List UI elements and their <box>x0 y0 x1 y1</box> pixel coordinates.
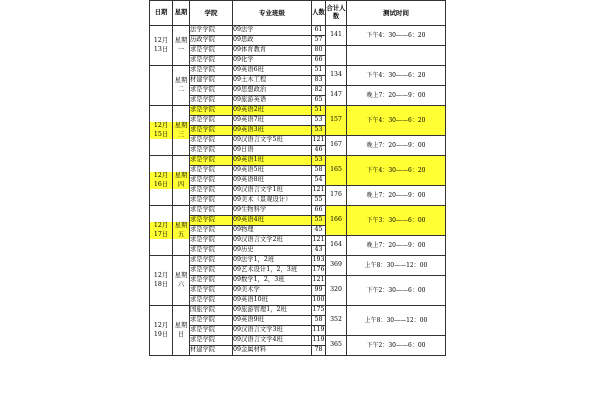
college-cell: 国旅学院 <box>190 306 233 316</box>
date-cell-text: 12月13日 <box>153 37 169 53</box>
count-cell: 43 <box>312 246 326 256</box>
count-cell: 99 <box>312 286 326 296</box>
weekday-cell <box>173 206 190 256</box>
table-row <box>150 156 446 166</box>
weekday-cell-text: 星期日 <box>174 322 188 338</box>
count-cell: 51 <box>312 66 326 76</box>
college-cell: 求是学院 <box>190 236 233 246</box>
class-cell: 09英语6班 <box>233 66 312 76</box>
date-cell-text: 12月19日 <box>153 322 169 338</box>
college-cell: 求是学院 <box>190 286 233 296</box>
count-cell: 100 <box>312 296 326 306</box>
class-cell: 09汉语言文学3班 <box>233 326 312 336</box>
class-cell: 09生物科学 <box>233 206 312 216</box>
total-cell: 320 <box>326 276 347 306</box>
class-cell: 09土木工程 <box>233 76 312 86</box>
college-cell: 求是学院 <box>190 216 233 226</box>
count-cell: 66 <box>312 56 326 66</box>
college-cell: 求是学院 <box>190 296 233 306</box>
total-cell: 164 <box>326 236 347 256</box>
class-cell: 09旅游管理1，2班 <box>233 306 312 316</box>
total-cell: 167 <box>326 136 347 156</box>
class-cell: 09英语8班 <box>233 176 312 186</box>
class-cell: 09数学1，2，3班 <box>233 276 312 286</box>
count-cell: 176 <box>312 266 326 276</box>
weekday-cell <box>173 256 190 306</box>
college-cell: 求是学院 <box>190 166 233 176</box>
date-cell-text: 12月18日 <box>153 272 169 288</box>
total-cell: 176 <box>326 186 347 206</box>
table-row <box>150 136 446 146</box>
header-time: 测试时间 <box>347 1 446 26</box>
college-cell: 求是学院 <box>190 196 233 206</box>
count-cell: 45 <box>312 226 326 236</box>
count-cell: 119 <box>312 336 326 346</box>
count-cell: 119 <box>312 326 326 336</box>
time-cell: 晚上7：20——9：00 <box>347 86 446 106</box>
weekday-cell-text: 星期二 <box>174 77 188 93</box>
college-cell: 求是学院 <box>190 186 233 196</box>
college-cell: 历政学院 <box>190 36 233 46</box>
college-cell: 求是学院 <box>190 256 233 266</box>
time-cell: 下午4：30——6：20 <box>347 106 446 136</box>
class-cell: 09汉语言文学1班 <box>233 186 312 196</box>
class-cell: 09英语7班 <box>233 116 312 126</box>
college-cell: 求是学院 <box>190 136 233 146</box>
count-cell: 78 <box>312 346 326 356</box>
college-cell: 求是学院 <box>190 206 233 216</box>
total-cell: 157 <box>326 106 347 136</box>
college-cell: 求是学院 <box>190 66 233 76</box>
total-cell <box>326 46 347 66</box>
college-cell: 求是学院 <box>190 176 233 186</box>
class-cell: 09历史 <box>233 246 312 256</box>
college-cell: 求是学院 <box>190 96 233 106</box>
time-cell: 上午8：30——12：00 <box>347 256 446 276</box>
college-cell: 求是学院 <box>190 226 233 236</box>
total-cell: 134 <box>326 66 347 86</box>
college-cell: 求是学院 <box>190 106 233 116</box>
time-cell: 晚上7：20——9：00 <box>347 236 446 256</box>
total-cell: 165 <box>326 156 347 186</box>
college-cell: 法学学院 <box>190 26 233 36</box>
count-cell: 82 <box>312 86 326 96</box>
table-row <box>150 236 446 246</box>
class-cell: 09旅游英语 <box>233 96 312 106</box>
college-cell: 求是学院 <box>190 316 233 326</box>
table-row <box>150 186 446 196</box>
weekday-cell-text: 星期四 <box>174 172 188 188</box>
class-cell: 09思政 <box>233 36 312 46</box>
date-cell <box>150 206 173 256</box>
table-row <box>150 336 446 346</box>
weekday-cell-text: 星期六 <box>174 272 188 288</box>
college-cell: 求是学院 <box>190 156 233 166</box>
date-cell <box>150 256 173 306</box>
header-row <box>150 1 446 26</box>
time-cell <box>347 46 446 66</box>
time-cell: 下午3：30——6：00 <box>347 206 446 236</box>
college-cell: 求是学院 <box>190 56 233 66</box>
class-cell: 09英语1班 <box>233 156 312 166</box>
count-cell: 83 <box>312 76 326 86</box>
count-cell: 53 <box>312 156 326 166</box>
date-cell-text: 12月15日 <box>150 122 172 139</box>
table-row <box>150 106 446 116</box>
weekday-cell-text: 星期一 <box>174 37 188 53</box>
weekday-cell <box>173 156 190 206</box>
time-cell: 下午4：30——6：20 <box>347 156 446 186</box>
college-cell: 求是学院 <box>190 276 233 286</box>
class-cell: 09汉语言文学5班 <box>233 136 312 146</box>
class-cell: 09思想政治 <box>233 86 312 96</box>
weekday-cell <box>173 26 190 66</box>
total-cell: 352 <box>326 306 347 336</box>
time-cell: 下午2：30——6：00 <box>347 336 446 356</box>
weekday-cell <box>173 66 190 106</box>
college-cell: 求是学院 <box>190 326 233 336</box>
date-cell <box>150 156 173 206</box>
college-cell: 求是学院 <box>190 116 233 126</box>
time-cell: 下午2：30——6：00 <box>347 276 446 306</box>
class-cell: 09化学 <box>233 56 312 66</box>
college-cell: 材建学院 <box>190 346 233 356</box>
table-row <box>150 206 446 216</box>
weekday-cell-text: 星期五 <box>174 222 188 238</box>
class-cell: 09英语2班 <box>233 106 312 116</box>
college-cell: 求是学院 <box>190 146 233 156</box>
count-cell: 65 <box>312 96 326 106</box>
time-cell: 下午4：30——6：20 <box>347 26 446 46</box>
weekday-cell <box>173 306 190 356</box>
date-cell-text: 12月17日 <box>150 222 172 239</box>
table-row <box>150 66 446 76</box>
total-cell: 166 <box>326 206 347 236</box>
college-cell: 求是学院 <box>190 46 233 56</box>
header-class: 专业班级 <box>233 1 312 26</box>
table-row <box>150 276 446 286</box>
class-cell: 09汉语言文学4班 <box>233 336 312 346</box>
count-cell: 175 <box>312 306 326 316</box>
count-cell: 121 <box>312 236 326 246</box>
class-cell: 09英语4班 <box>233 216 312 226</box>
header-college: 学院 <box>190 1 233 26</box>
count-cell: 66 <box>312 206 326 216</box>
count-cell: 121 <box>312 186 326 196</box>
weekday-cell <box>173 106 190 156</box>
count-cell: 80 <box>312 46 326 56</box>
header-date: 日期 <box>150 1 173 26</box>
date-cell <box>150 66 173 106</box>
time-cell: 下午4：30——6：20 <box>347 66 446 86</box>
class-cell: 09日语 <box>233 146 312 156</box>
college-cell: 求是学院 <box>190 126 233 136</box>
header-total: 合计人数 <box>326 1 347 26</box>
class-cell: 09英语10班 <box>233 296 312 306</box>
college-cell: 求是学院 <box>190 86 233 96</box>
table-row <box>150 256 446 266</box>
class-cell: 09汉语言文学2班 <box>233 236 312 246</box>
count-cell: 53 <box>312 116 326 126</box>
class-cell: 09法学1，2班 <box>233 256 312 266</box>
time-cell: 晚上7：20——9：00 <box>347 186 446 206</box>
total-cell: 369 <box>326 256 347 276</box>
class-cell: 09英语5班 <box>233 166 312 176</box>
count-cell: 61 <box>312 26 326 36</box>
count-cell: 57 <box>312 36 326 46</box>
count-cell: 193 <box>312 256 326 266</box>
date-cell <box>150 106 173 156</box>
date-cell <box>150 306 173 356</box>
class-cell: 09艺术设计1，2，3班 <box>233 266 312 276</box>
date-cell <box>150 26 173 66</box>
count-cell: 53 <box>312 126 326 136</box>
table-row <box>150 46 446 56</box>
class-cell: 09体育教育 <box>233 46 312 56</box>
table-row <box>150 86 446 96</box>
table-row <box>150 306 446 316</box>
class-cell: 09物理 <box>233 226 312 236</box>
college-cell: 求是学院 <box>190 336 233 346</box>
count-cell: 54 <box>312 176 326 186</box>
count-cell: 55 <box>312 196 326 206</box>
college-cell: 材建学院 <box>190 76 233 86</box>
time-cell: 上午8：30——12：00 <box>347 306 446 336</box>
total-cell: 147 <box>326 86 347 106</box>
date-cell-text: 12月16日 <box>150 172 172 189</box>
total-cell: 141 <box>326 26 347 46</box>
time-cell: 晚上7：20——9：00 <box>347 136 446 156</box>
college-cell: 求是学院 <box>190 246 233 256</box>
class-cell: 09英语3班 <box>233 126 312 136</box>
class-cell: 09美术学 <box>233 286 312 296</box>
weekday-cell-text: 星期三 <box>174 122 188 138</box>
count-cell: 51 <box>312 106 326 116</box>
total-cell: 365 <box>326 336 347 356</box>
table-row <box>150 26 446 36</box>
count-cell: 121 <box>312 136 326 146</box>
schedule-body <box>150 26 446 356</box>
count-cell: 46 <box>312 146 326 156</box>
class-cell: 09英语9班 <box>233 316 312 326</box>
count-cell: 55 <box>312 216 326 226</box>
class-cell: 09美术（景观设计） <box>233 196 312 206</box>
class-cell: 09法学 <box>233 26 312 36</box>
header-count: 人数 <box>312 1 326 26</box>
class-cell: 09金属材料 <box>233 346 312 356</box>
college-cell: 求是学院 <box>190 266 233 276</box>
exam-schedule-table <box>149 0 446 356</box>
count-cell: 58 <box>312 316 326 326</box>
count-cell: 58 <box>312 166 326 176</box>
count-cell: 121 <box>312 276 326 286</box>
header-day: 星期 <box>173 1 190 26</box>
